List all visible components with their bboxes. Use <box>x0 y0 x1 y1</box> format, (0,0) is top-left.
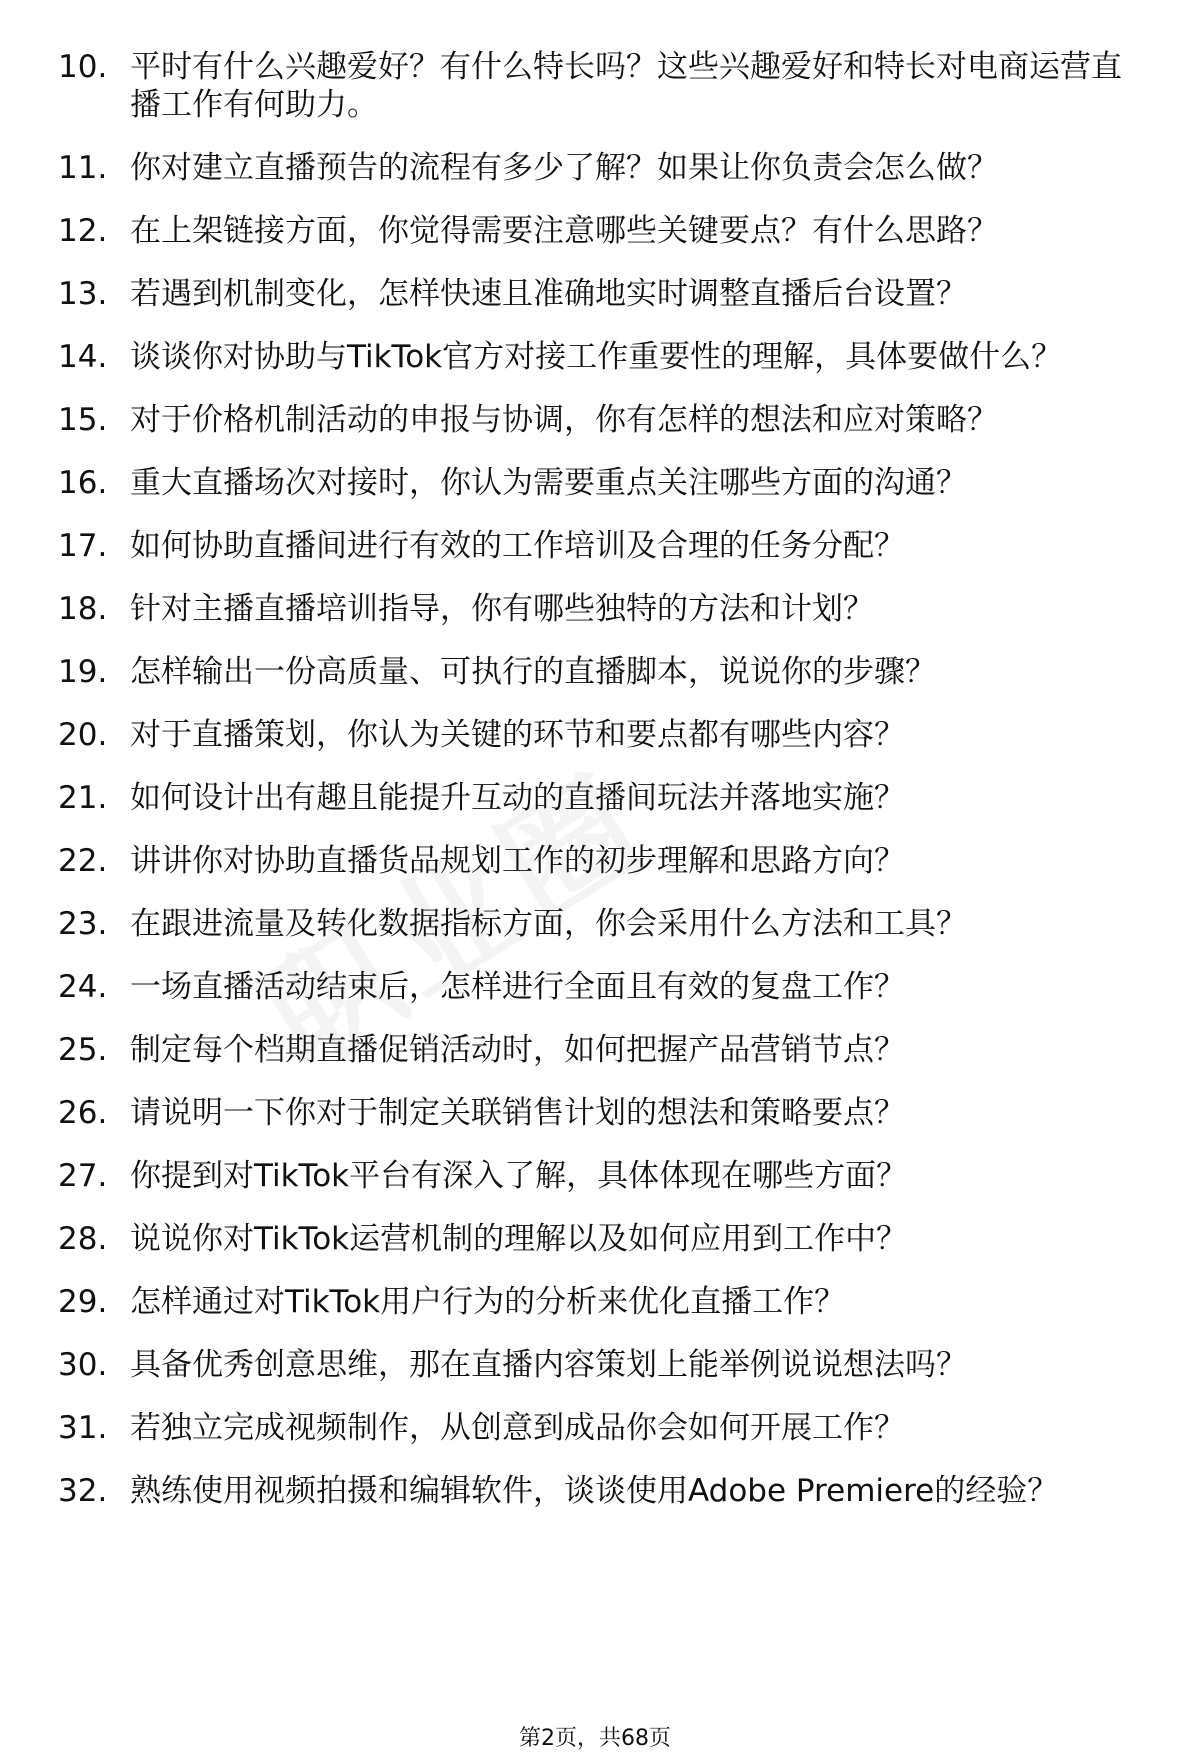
question-item <box>58 590 1148 628</box>
question-number: 20. <box>58 717 108 753</box>
question-item <box>58 1094 1148 1132</box>
question-number: 17. <box>58 528 108 564</box>
question-text: 在跟进流量及转化数据指标方面，你会采用什么方法和工具？ <box>130 906 967 942</box>
question-item <box>58 842 1148 880</box>
question-number: 11. <box>58 150 108 186</box>
question-number: 27. <box>58 1158 108 1194</box>
question-item <box>58 1031 1148 1069</box>
question-number: 14. <box>58 339 108 375</box>
question-item <box>58 1409 1148 1447</box>
question-text: 具备优秀创意思维，那在直播内容策划上能举例说说想法吗？ <box>130 1347 967 1383</box>
question-text: 若遇到机制变化，怎样快速且准确地实时调整直播后台设置？ <box>130 276 967 312</box>
question-text: 怎样通过对TikTok用户行为的分析来优化直播工作？ <box>130 1284 846 1320</box>
question-item <box>58 968 1148 1006</box>
question-text: 一场直播活动结束后，怎样进行全面且有效的复盘工作？ <box>130 969 905 1005</box>
question-number: 29. <box>58 1284 108 1320</box>
question-number: 28. <box>58 1221 108 1257</box>
question-item <box>58 401 1148 439</box>
question-number: 16. <box>58 465 108 501</box>
question-number: 22. <box>58 843 108 879</box>
question-text: 熟练使用视频拍摄和编辑软件，谈谈使用Adobe Premiere的经验？ <box>130 1473 1059 1509</box>
question-item <box>58 338 1148 376</box>
page-number-label: 第2页，共68页 <box>519 1726 671 1751</box>
question-number: 24. <box>58 969 108 1005</box>
question-number: 25. <box>58 1032 108 1068</box>
question-text: 讲讲你对协助直播货品规划工作的初步理解和思路方向？ <box>130 843 905 879</box>
question-text: 如何设计出有趣且能提升互动的直播间玩法并落地实施？ <box>130 780 905 816</box>
question-item <box>58 905 1148 943</box>
question-number: 10. <box>58 49 108 85</box>
question-item <box>58 653 1148 691</box>
question-text: 针对主播直播培训指导，你有哪些独特的方法和计划？ <box>130 591 874 627</box>
question-list <box>58 48 1148 1535</box>
question-number: 15. <box>58 402 108 438</box>
question-text: 谈谈你对协助与TikTok官方对接工作重要性的理解，具体要做什么？ <box>130 339 1063 375</box>
question-item <box>58 527 1148 565</box>
question-item <box>58 1220 1148 1258</box>
question-text: 制定每个档期直播促销活动时，如何把握产品营销节点？ <box>130 1032 905 1068</box>
question-text: 平时有什么兴趣爱好？有什么特长吗？这些兴趣爱好和特长对电商运营直播工作有何助力。 <box>130 49 1122 123</box>
question-number: 23. <box>58 906 108 942</box>
question-item <box>58 716 1148 754</box>
question-text: 若独立完成视频制作，从创意到成品你会如何开展工作？ <box>130 1410 905 1446</box>
question-text: 在上架链接方面，你觉得需要注意哪些关键要点？有什么思路？ <box>130 213 998 249</box>
question-item <box>58 1472 1148 1510</box>
question-item <box>58 464 1148 502</box>
question-text: 你提到对TikTok平台有深入了解，具体体现在哪些方面？ <box>130 1158 908 1194</box>
question-number: 32. <box>58 1473 108 1509</box>
question-text: 对于价格机制活动的申报与协调，你有怎样的想法和应对策略？ <box>130 402 998 438</box>
question-number: 26. <box>58 1095 108 1131</box>
page-footer <box>0 1726 1190 1752</box>
question-number: 31. <box>58 1410 108 1446</box>
question-item <box>58 1157 1148 1195</box>
question-text: 请说明一下你对于制定关联销售计划的想法和策略要点？ <box>130 1095 905 1131</box>
question-item <box>58 1346 1148 1384</box>
question-text: 怎样输出一份高质量、可执行的直播脚本，说说你的步骤？ <box>130 654 936 690</box>
question-number: 12. <box>58 213 108 249</box>
question-item <box>58 1283 1148 1321</box>
question-number: 19. <box>58 654 108 690</box>
question-item <box>58 275 1148 313</box>
question-text: 你对建立直播预告的流程有多少了解？如果让你负责会怎么做？ <box>130 150 998 186</box>
question-item <box>58 212 1148 250</box>
question-number: 21. <box>58 780 108 816</box>
question-text: 对于直播策划，你认为关键的环节和要点都有哪些内容？ <box>130 717 905 753</box>
question-item <box>58 48 1148 124</box>
question-text: 说说你对TikTok运营机制的理解以及如何应用到工作中？ <box>130 1221 908 1257</box>
question-text: 重大直播场次对接时，你认为需要重点关注哪些方面的沟通？ <box>130 465 967 501</box>
question-item <box>58 779 1148 817</box>
question-text: 如何协助直播间进行有效的工作培训及合理的任务分配？ <box>130 528 905 564</box>
question-number: 30. <box>58 1347 108 1383</box>
question-number: 18. <box>58 591 108 627</box>
question-item <box>58 149 1148 187</box>
question-number: 13. <box>58 276 108 312</box>
